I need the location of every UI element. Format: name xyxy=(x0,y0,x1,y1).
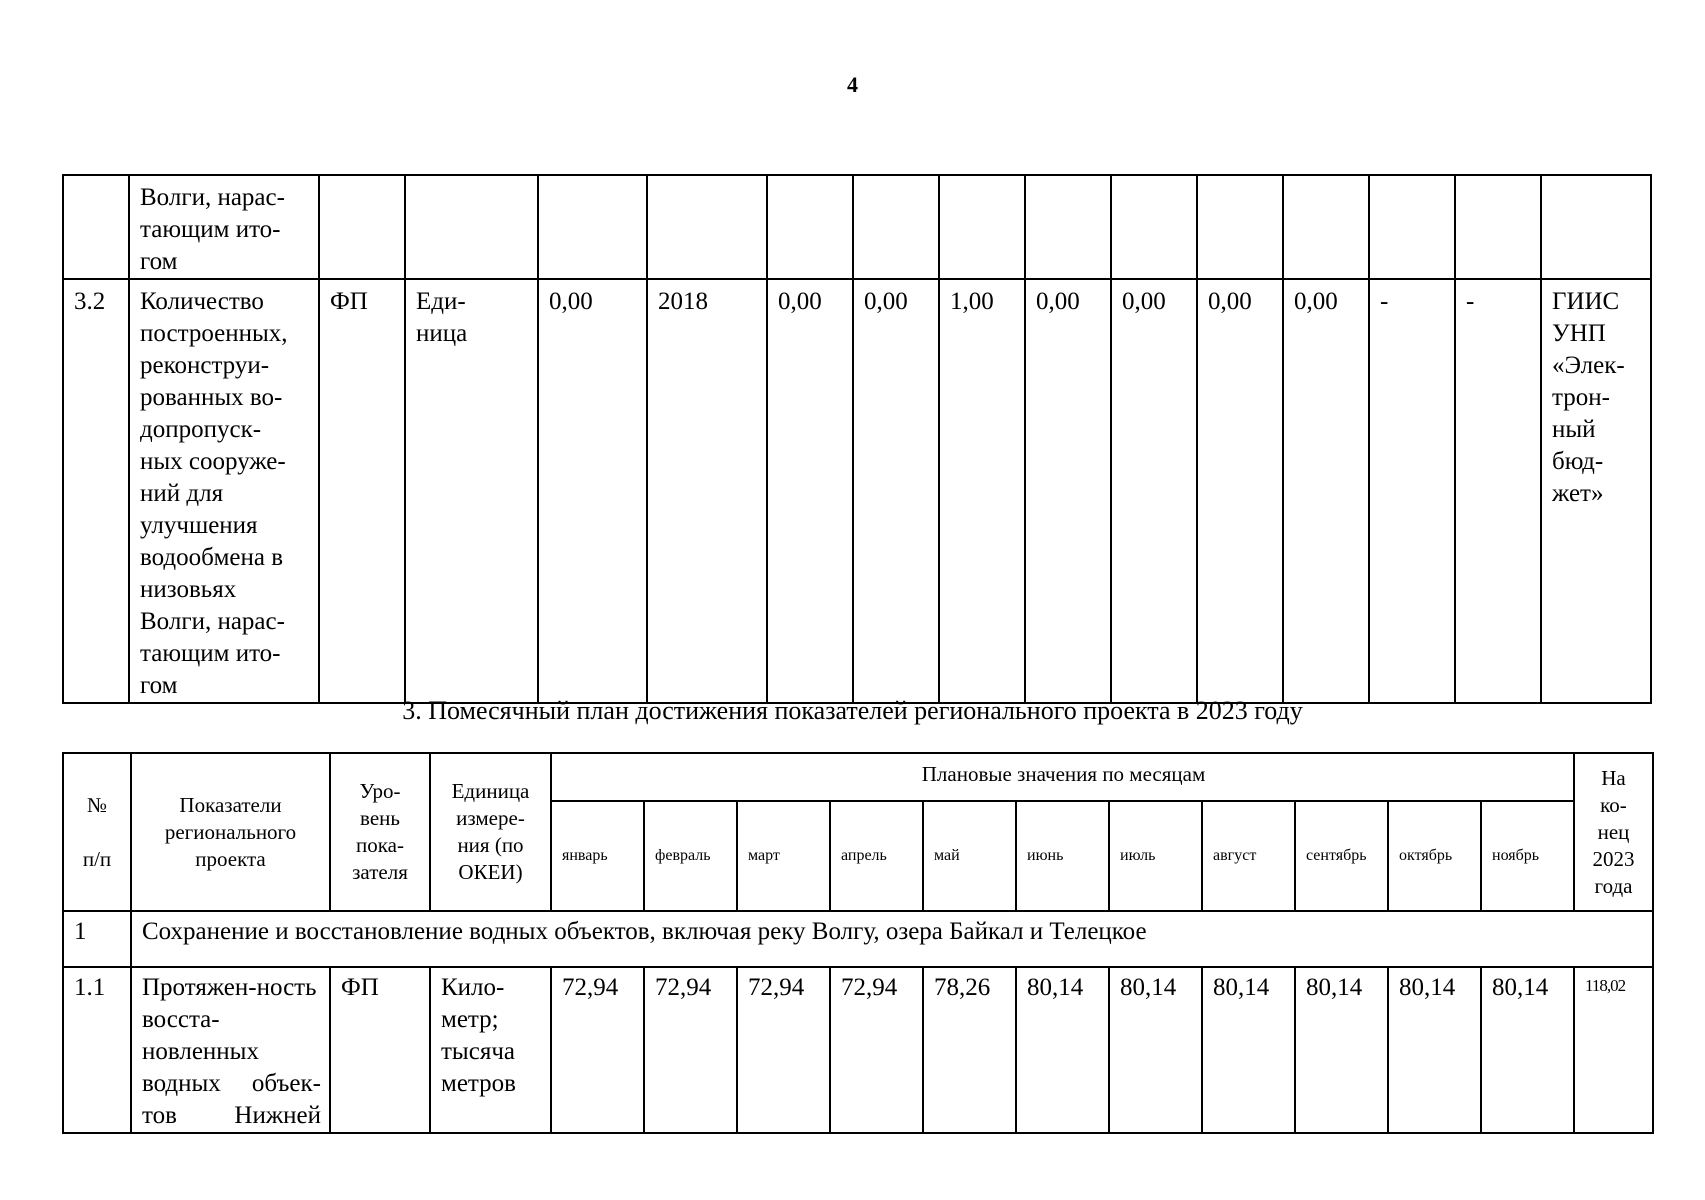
value-cell: 78,26 xyxy=(923,967,1016,1133)
month-header: апрель xyxy=(830,801,923,911)
value-cell: 72,94 xyxy=(644,967,737,1133)
monthly-plan-table xyxy=(62,752,1654,1134)
month-header: январь xyxy=(551,801,644,911)
value-cell: - xyxy=(1455,279,1541,703)
header-row xyxy=(63,753,1653,801)
indicator-name: Количество построенных, реконструи- рованных во- допропуск- ных сооруже- ний для улучшения водообмена в низовьях Волги, нарас- тающим ито- гом xyxy=(129,279,319,703)
month-header: август xyxy=(1202,801,1295,911)
value-cell: 80,14 xyxy=(1202,967,1295,1133)
header-end-of-year: На ко- нец 2023 года xyxy=(1574,753,1653,911)
month-header: июль xyxy=(1109,801,1202,911)
row-number: 1 xyxy=(63,911,131,967)
base-value: 0,00 xyxy=(538,279,647,703)
month-header: март xyxy=(737,801,830,911)
header-unit: Единица измере- ния (по ОКЕИ) xyxy=(430,753,551,911)
row-number: 1.1 xyxy=(63,967,131,1133)
source-cell: ГИИС УНП «Элек- трон- ный бюд- жет» xyxy=(1541,279,1651,703)
value-cell: 0,00 xyxy=(1025,279,1111,703)
header-indicator: Показатели регионального проекта xyxy=(131,753,330,911)
value-cell: 80,14 xyxy=(1109,967,1202,1133)
table-row xyxy=(63,175,1651,279)
month-header: май xyxy=(923,801,1016,911)
value-cell: 0,00 xyxy=(853,279,939,703)
value-cell: 80,14 xyxy=(1016,967,1109,1133)
value-cell: 0,00 xyxy=(767,279,853,703)
indicator-name: Волги, нарас- тающим ито- гом xyxy=(129,175,319,279)
header-monthly-group: Плановые значения по месяцам xyxy=(551,753,1574,801)
section-row xyxy=(63,911,1653,967)
section-title: 3. Помесячный план достижения показателей регионального проекта в 2023 году xyxy=(402,696,1303,725)
indicator-level: ФП xyxy=(319,279,405,703)
end-of-year-value: 118,02 xyxy=(1574,967,1653,1133)
table-row xyxy=(63,967,1653,1133)
value-cell: 0,00 xyxy=(1111,279,1197,703)
value-cell: 0,00 xyxy=(1197,279,1283,703)
indicator-name: Протяжен-ность восста-новленных водных объек-тов Нижней xyxy=(131,967,330,1133)
month-header: февраль xyxy=(644,801,737,911)
header-level: Уро- вень пока- зателя xyxy=(330,753,430,911)
value-cell: 80,14 xyxy=(1295,967,1388,1133)
section-row-title: Сохранение и восстановление водных объектов, включая реку Волгу, озера Байкал и Телецкое xyxy=(131,911,1653,967)
row-number: 3.2 xyxy=(63,279,129,703)
value-cell: 1,00 xyxy=(939,279,1025,703)
month-header: июнь xyxy=(1016,801,1109,911)
value-cell: 80,14 xyxy=(1388,967,1481,1133)
unit-cell: Кило- метр; тысяча метров xyxy=(430,967,551,1133)
value-cell: 72,94 xyxy=(830,967,923,1133)
month-header: сентябрь xyxy=(1295,801,1388,911)
base-year: 2018 xyxy=(647,279,767,703)
table-row xyxy=(63,279,1651,703)
page-number: 4 xyxy=(847,72,858,97)
month-header: ноябрь xyxy=(1481,801,1574,911)
unit-cell: Еди- ница xyxy=(405,279,538,703)
header-num: № п/п xyxy=(63,753,131,911)
indicators-table xyxy=(62,174,1652,704)
value-cell: 72,94 xyxy=(737,967,830,1133)
value-cell: - xyxy=(1369,279,1455,703)
value-cell: 80,14 xyxy=(1481,967,1574,1133)
value-cell: 72,94 xyxy=(551,967,644,1133)
month-header: октябрь xyxy=(1388,801,1481,911)
indicator-level: ФП xyxy=(330,967,430,1133)
value-cell: 0,00 xyxy=(1283,279,1369,703)
